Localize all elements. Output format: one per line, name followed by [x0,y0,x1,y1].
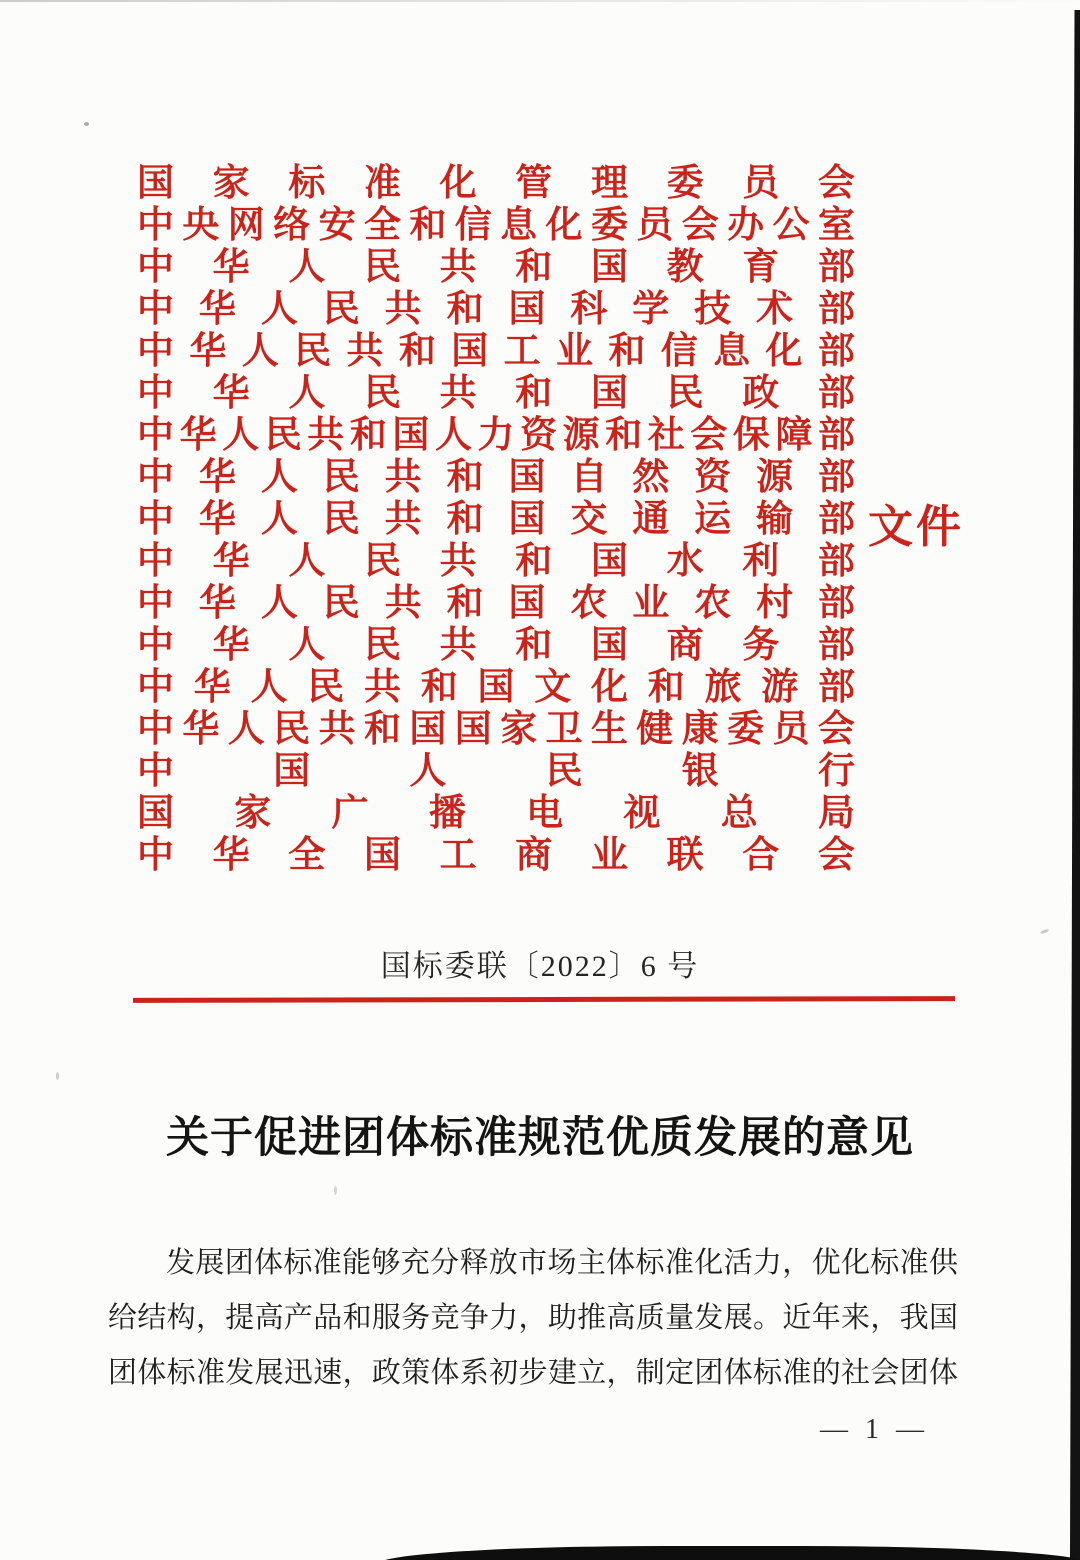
agency-name-line: 中 华 人 民 共 和 国 商 务 部 [137,625,855,666]
body-paragraph [108,1236,958,1401]
scan-edge-bottom [378,1546,1080,1560]
agency-name-line: 国 家 广 播 电 视 总 局 [137,793,855,834]
agency-name-line: 中 华 人 民 共 和 国 民 政 部 [137,373,855,414]
agency-name-line: 中 华 人 民 共 和 国 交 通 运 输 部 [137,499,855,540]
body-text-line: 给结构，提高产品和服务竞争力，助推高质量发展。近年来，我国 [108,1302,958,1334]
body-text-line: 团体标准发展迅速，政策体系初步建立，制定团体标准的社会团体 [108,1357,958,1389]
agency-name-line: 中 华 人 民 共 和 国 水 利 部 [137,541,855,582]
agency-name-line: 国 家 标 准 化 管 理 委 员 会 [137,163,855,204]
agency-list [137,163,855,877]
agency-name-line: 中 华 人 民 共 和 国 科 学 技 术 部 [137,289,855,330]
doc-number: 国标委联〔2022〕6 号 [380,950,700,983]
agency-name-line: 中 华 人 民 共 和 国 国 家 卫 生 健 康 委 员 会 [137,709,855,750]
page-number: — 1 — [820,1414,929,1445]
agency-name-line: 中 华 人 民 共 和 国 人 力 资 源 和 社 会 保 障 部 [137,415,855,456]
scan-speck [334,1186,337,1195]
agency-name-line: 中 华 人 民 共 和 国 自 然 资 源 部 [137,457,855,498]
body-text-line: 发展团体标准能够充分释放市场主体标准化活力，优化标准供 [166,1247,958,1279]
scan-speck [1040,929,1049,935]
scan-speck [56,1072,59,1080]
letterhead-suffix: 文件 [868,502,965,552]
agency-name-line: 中 华 人 民 共 和 国 工 业 和 信 息 化 部 [137,331,855,372]
scan-edge-top [0,0,1080,2]
agency-name-line: 中 华 全 国 工 商 业 联 合 会 [137,835,855,876]
agency-name-line: 中 央 网 络 安 全 和 信 息 化 委 员 会 办 公 室 [137,205,855,246]
scan-speck [84,122,89,126]
red-divider-line [133,996,955,1003]
agency-name-line: 中 华 人 民 共 和 国 农 业 农 村 部 [137,583,855,624]
agency-name-line: 中 华 人 民 共 和 国 教 育 部 [137,247,855,288]
agency-name-line: 中 国 人 民 银 行 [137,751,855,792]
agency-name-line: 中 华 人 民 共 和 国 文 化 和 旅 游 部 [137,667,855,708]
document-title: 关于促进团体标准规范优质发展的意见 [166,1115,914,1162]
scan-edge-right [1070,10,1080,1560]
